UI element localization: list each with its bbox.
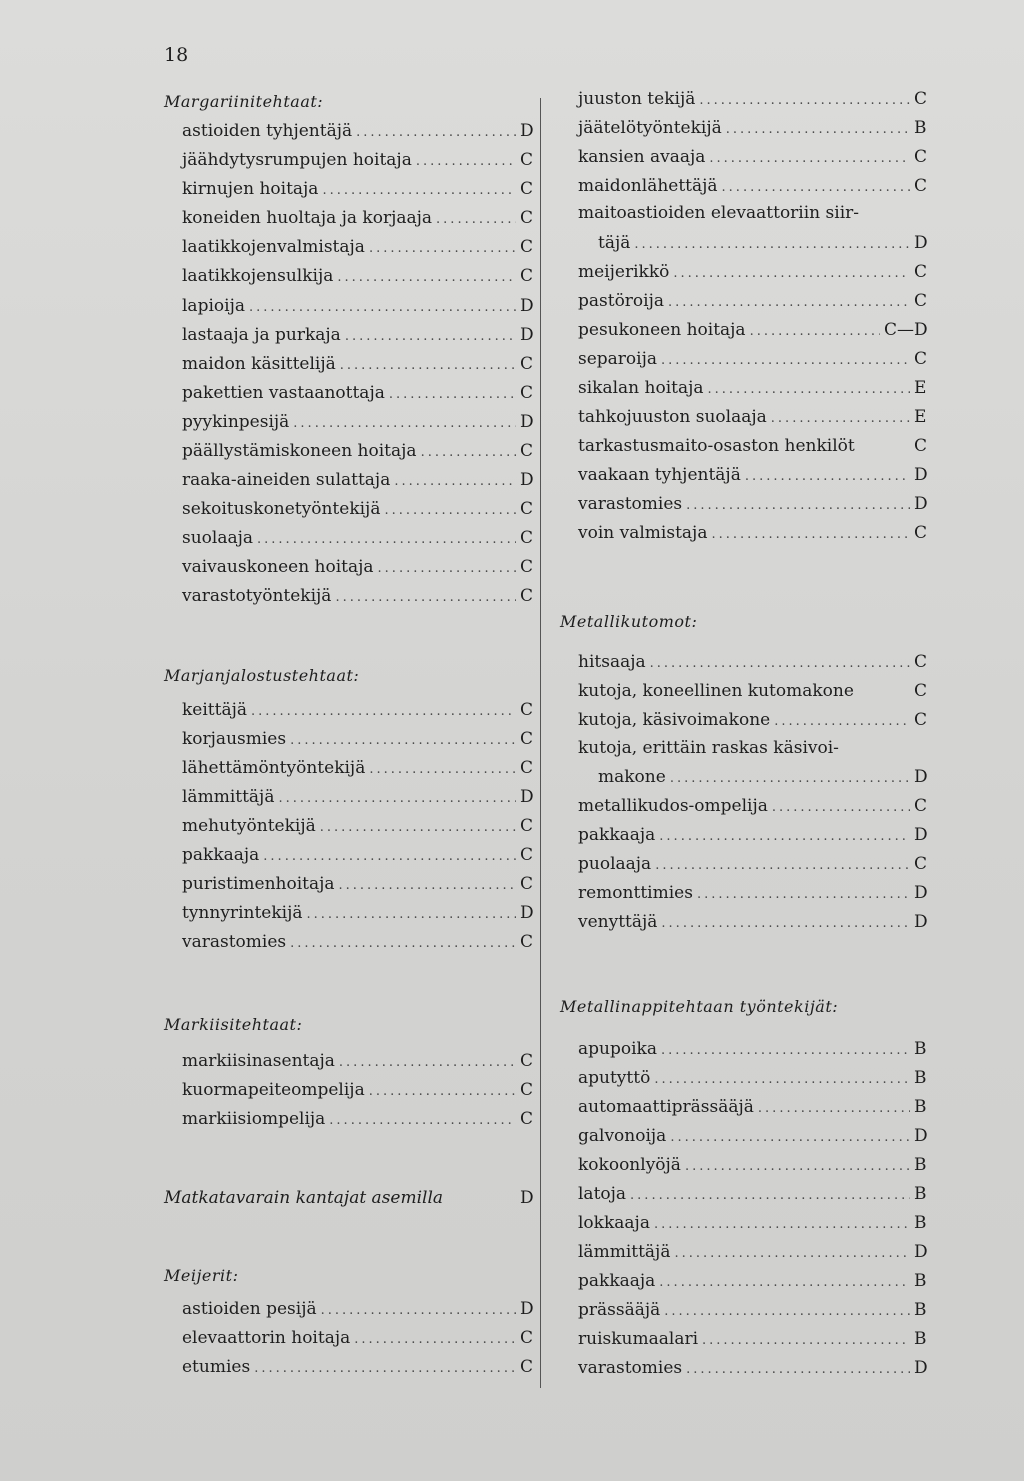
- wage-class: C: [520, 557, 534, 577]
- dot-leader: [340, 358, 516, 373]
- occupation-name: pesukoneen hoitaja: [578, 320, 746, 340]
- list-item: [578, 738, 928, 766]
- list-item: [578, 854, 928, 882]
- list-item: [182, 441, 534, 469]
- occupation-name: lähettämöntyöntekijä: [182, 758, 366, 778]
- list-item: [578, 912, 928, 940]
- list-item: [578, 494, 928, 522]
- dot-leader: [257, 532, 516, 547]
- wage-class: D: [914, 825, 928, 845]
- occupation-name: lämmittäjä: [182, 787, 275, 807]
- occupation-name: varastomies: [578, 1358, 683, 1378]
- occupation-name: tynnyrintekijä: [182, 903, 303, 923]
- occupation-name: kokoonlyöjä: [578, 1155, 681, 1175]
- occupation-name: vaivauskoneen hoitaja: [182, 557, 374, 577]
- dot-leader: [655, 858, 910, 873]
- list-item: [182, 845, 534, 873]
- wage-class: C: [914, 710, 928, 730]
- occupation-name: puolaaja: [578, 854, 652, 874]
- occupation-name: laatikkojensulkija: [182, 266, 334, 286]
- dot-leader: [772, 800, 910, 815]
- dot-leader: [664, 1304, 910, 1319]
- wage-class: D: [520, 412, 534, 432]
- dot-leader: [329, 1113, 516, 1128]
- dot-leader: [661, 353, 910, 368]
- occupation-name: pastöroija: [578, 291, 665, 311]
- dot-leader: [249, 300, 516, 315]
- wage-class: C—D: [884, 320, 928, 340]
- wage-class: D: [520, 325, 534, 345]
- list-item: [578, 1068, 928, 1096]
- dot-leader: [378, 561, 516, 576]
- occupation-name: metallikudos-ompelija: [578, 796, 768, 816]
- list-item: [578, 681, 928, 709]
- dot-leader: [389, 387, 516, 402]
- wage-class: C: [520, 179, 534, 199]
- occupation-name: lokkaaja: [578, 1213, 650, 1233]
- dot-leader: [335, 590, 516, 605]
- occupation-name: elevaattorin hoitaja: [182, 1328, 351, 1348]
- occupation-name: mehutyöntekijä: [182, 816, 316, 836]
- occupation-name: apupoika: [578, 1039, 657, 1059]
- list-item: [578, 1126, 928, 1154]
- dot-leader: [685, 1159, 910, 1174]
- dot-leader: [659, 1275, 910, 1290]
- wage-class: C: [520, 383, 534, 403]
- list-item: [182, 700, 534, 728]
- list-item: [578, 262, 928, 290]
- list-item: [182, 1328, 534, 1356]
- dot-leader: [708, 382, 910, 397]
- wage-class: C: [914, 349, 928, 369]
- list-item: [182, 1299, 534, 1327]
- wage-class: B: [914, 1097, 927, 1117]
- wage-class: E: [914, 407, 927, 427]
- list-item: [578, 523, 928, 551]
- list-item: [578, 1300, 928, 1328]
- occupation-name: makone: [598, 767, 666, 787]
- wage-class: D: [914, 233, 928, 253]
- occupation-name: pyykinpesijä: [182, 412, 290, 432]
- wage-class: C: [914, 176, 928, 196]
- dot-leader: [416, 154, 516, 169]
- dot-leader: [254, 1361, 516, 1376]
- occupation-name: astioiden pesijä: [182, 1299, 317, 1319]
- occupation-name: laatikkojenvalmistaja: [182, 237, 365, 257]
- wage-class: C: [520, 932, 534, 952]
- dot-leader: [290, 936, 516, 951]
- occupation-name: automaattiprässääjä: [578, 1097, 754, 1117]
- dot-leader: [337, 270, 516, 285]
- dot-leader: [722, 180, 910, 195]
- wage-class: D: [914, 912, 928, 932]
- wage-class: C: [520, 528, 534, 548]
- dot-leader: [321, 1303, 516, 1318]
- dot-leader: [369, 1084, 516, 1099]
- occupation-name: raaka-aineiden sulattaja: [182, 470, 391, 490]
- wage-class: C: [520, 150, 534, 170]
- dot-leader: [322, 183, 516, 198]
- list-item: [182, 121, 534, 149]
- occupation-name: separoija: [578, 349, 658, 369]
- wage-class: C: [914, 854, 928, 874]
- occupation-name: pakkaaja: [578, 825, 656, 845]
- list-item: [578, 147, 928, 175]
- occupation-name: varastomies: [182, 932, 287, 952]
- occupation-name: maitoastioiden elevaattoriin siir-: [578, 203, 860, 223]
- wage-class: B: [914, 118, 927, 138]
- wage-class: C: [914, 681, 928, 701]
- occupation-name: remonttimies: [578, 883, 693, 903]
- dot-leader: [661, 916, 910, 931]
- page-number: 18: [164, 44, 189, 66]
- occupation-name: astioiden tyhjentäjä: [182, 121, 353, 141]
- occupation-name: jäähdytysrumpujen hoitaja: [182, 150, 412, 170]
- occupation-name: voin valmistaja: [578, 523, 708, 543]
- dot-leader: [290, 733, 516, 748]
- wage-class: D: [914, 494, 928, 514]
- list-item: [578, 1358, 928, 1386]
- list-item: [182, 557, 534, 585]
- occupation-name: vaakaan tyhjentäjä: [578, 465, 741, 485]
- list-item: [578, 1039, 928, 1067]
- list-item: [578, 1329, 928, 1357]
- list-item: [598, 233, 928, 261]
- wage-class: D: [520, 121, 534, 141]
- occupation-name: maidonlähettäjä: [578, 176, 718, 196]
- dot-leader: [774, 714, 910, 729]
- list-item: [182, 729, 534, 757]
- occupation-name: pakkaaja: [182, 845, 260, 865]
- wage-class: C: [520, 874, 534, 894]
- wage-class: C: [914, 262, 928, 282]
- list-item: [182, 586, 534, 614]
- occupation-name: kirnujen hoitaja: [182, 179, 319, 199]
- wage-class: C: [520, 1357, 534, 1377]
- occupation-name: lämmittäjä: [578, 1242, 671, 1262]
- occupation-name: sekoituskonetyöntekijä: [182, 499, 381, 519]
- dot-leader: [263, 849, 516, 864]
- occupation-name: suolaaja: [182, 528, 254, 548]
- dot-leader: [771, 411, 910, 426]
- wage-class: C: [520, 266, 534, 286]
- wage-class: C: [914, 523, 928, 543]
- wage-class: C: [520, 208, 534, 228]
- occupation-name: ruiskumaalari: [578, 1329, 699, 1349]
- wage-class: B: [914, 1039, 927, 1059]
- list-item: [182, 354, 534, 382]
- occupation-name: kutoja, käsivoimakone: [578, 710, 771, 730]
- occupation-name: koneiden huoltaja ja korjaaja: [182, 208, 433, 228]
- dot-leader: [345, 329, 516, 344]
- wage-class: B: [914, 1300, 927, 1320]
- wage-class: C: [520, 845, 534, 865]
- wage-class: D: [520, 1188, 534, 1208]
- dot-leader: [726, 122, 910, 137]
- wage-class: C: [914, 436, 928, 456]
- list-item: [578, 436, 928, 464]
- wage-class: B: [914, 1068, 927, 1088]
- wage-class: E: [914, 378, 927, 398]
- column-divider: [540, 98, 541, 1388]
- wage-class: D: [520, 903, 534, 923]
- occupation-name: päällystämiskoneen hoitaja: [182, 441, 417, 461]
- list-item: [182, 237, 534, 265]
- occupation-name: tahkojuuston suolaaja: [578, 407, 767, 427]
- dot-leader: [394, 474, 516, 489]
- list-item: [578, 378, 928, 406]
- occupation-name: varastotyöntekijä: [182, 586, 332, 606]
- wage-class: D: [914, 767, 928, 787]
- list-item: [578, 465, 928, 493]
- dot-leader: [702, 1333, 910, 1348]
- dot-leader: [686, 1362, 910, 1377]
- occupation-name: kansien avaaja: [578, 147, 706, 167]
- list-item: [578, 1271, 928, 1299]
- occupation-name: sikalan hoitaja: [578, 378, 704, 398]
- section-heading: Meijerit:: [164, 1266, 239, 1285]
- occupation-name: aputyttö: [578, 1068, 651, 1088]
- dot-leader: [699, 93, 910, 108]
- wage-class: C: [520, 586, 534, 606]
- wage-class: B: [914, 1155, 927, 1175]
- wage-class: C: [914, 652, 928, 672]
- occupation-name: kutoja, koneellinen kutomakone: [578, 681, 854, 701]
- occupation-name: hitsaaja: [578, 652, 646, 672]
- dot-leader: [668, 295, 910, 310]
- list-item: [182, 932, 534, 960]
- dot-leader: [670, 771, 910, 786]
- list-item: [182, 296, 534, 324]
- occupation-name: lapioija: [182, 296, 245, 316]
- list-item: [182, 412, 534, 440]
- list-item: [578, 176, 928, 204]
- occupation-name: markiisiompelija: [182, 1109, 326, 1129]
- wage-class: C: [520, 816, 534, 836]
- list-item: [182, 874, 534, 902]
- dot-leader: [436, 212, 516, 227]
- occupation-name: markiisinasentaja: [182, 1051, 335, 1071]
- wage-class: D: [520, 296, 534, 316]
- wage-class: D: [914, 1242, 928, 1262]
- wage-class: C: [520, 1080, 534, 1100]
- list-item: [598, 767, 928, 795]
- wage-class: B: [914, 1329, 927, 1349]
- section-heading: Marjanjalostustehtaat:: [164, 666, 360, 685]
- occupation-name: latoja: [578, 1184, 627, 1204]
- list-item: [578, 1184, 928, 1212]
- wage-class: C: [520, 700, 534, 720]
- list-item: [578, 1155, 928, 1183]
- dot-leader: [650, 656, 910, 671]
- dot-leader: [745, 469, 910, 484]
- occupation-name: korjausmies: [182, 729, 287, 749]
- list-item: [182, 1051, 534, 1079]
- list-item: [182, 150, 534, 178]
- list-item: [182, 758, 534, 786]
- occupation-name: lastaaja ja purkaja: [182, 325, 341, 345]
- wage-class: C: [520, 354, 534, 374]
- list-item: [182, 179, 534, 207]
- occupation-name: juuston tekijä: [578, 89, 696, 109]
- occupation-name: kuormapeiteompelija: [182, 1080, 365, 1100]
- wage-class: C: [914, 796, 928, 816]
- list-item: [578, 89, 928, 117]
- wage-class: C: [520, 729, 534, 749]
- wage-class: C: [914, 291, 928, 311]
- dot-leader: [659, 829, 910, 844]
- wage-class: C: [520, 499, 534, 519]
- wage-class: B: [914, 1184, 927, 1204]
- list-item: [182, 383, 534, 411]
- dot-leader: [654, 1072, 910, 1087]
- list-item: [182, 325, 534, 353]
- dot-leader: [670, 1130, 910, 1145]
- dot-leader: [674, 1246, 910, 1261]
- list-item: [182, 903, 534, 931]
- dot-leader: [697, 887, 910, 902]
- occupation-name: prässääjä: [578, 1300, 661, 1320]
- list-item: [578, 1097, 928, 1125]
- dot-leader: [758, 1101, 910, 1116]
- dot-leader: [356, 125, 516, 140]
- dot-leader: [661, 1043, 910, 1058]
- dot-leader: [709, 151, 910, 166]
- occupation-name: tarkastusmaito-osaston henkilöt: [578, 436, 855, 456]
- list-item: [182, 499, 534, 527]
- list-item: [578, 291, 928, 319]
- list-item: [578, 1213, 928, 1241]
- list-item: [578, 349, 928, 377]
- list-item: [182, 528, 534, 556]
- dot-leader: [369, 762, 516, 777]
- occupation-name: kutoja, erittäin raskas käsivoi-: [578, 738, 839, 758]
- list-item: [578, 118, 928, 146]
- occupation-name: puristimenhoitaja: [182, 874, 335, 894]
- list-item: [182, 470, 534, 498]
- list-item: [578, 796, 928, 824]
- dot-leader: [686, 498, 910, 513]
- list-item: [578, 407, 928, 435]
- dot-leader: [293, 416, 516, 431]
- dot-leader: [654, 1217, 910, 1232]
- section-heading: Metallinappitehtaan työntekijät:: [560, 997, 839, 1016]
- occupation-name: täjä: [598, 233, 631, 253]
- list-item: [578, 825, 928, 853]
- occupation-name: Matkatavarain kantajat asemilla: [164, 1188, 444, 1208]
- list-item: [182, 1357, 534, 1385]
- dot-leader: [320, 820, 516, 835]
- dot-leader: [369, 241, 516, 256]
- dot-leader: [711, 527, 910, 542]
- section-heading: Margariinitehtaat:: [164, 92, 324, 111]
- list-item: [182, 1109, 534, 1137]
- wage-class: D: [914, 1126, 928, 1146]
- occupation-name: maidon käsittelijä: [182, 354, 336, 374]
- wage-class: C: [520, 1328, 534, 1348]
- dot-leader: [354, 1332, 516, 1347]
- wage-class: B: [914, 1213, 927, 1233]
- list-item: [578, 652, 928, 680]
- dot-leader: [278, 791, 516, 806]
- standalone-entry: [164, 1188, 534, 1216]
- wage-class: D: [914, 883, 928, 903]
- list-item: [182, 787, 534, 815]
- dot-leader: [251, 704, 516, 719]
- wage-class: C: [520, 1051, 534, 1071]
- occupation-name: pakettien vastaanottaja: [182, 383, 385, 403]
- list-item: [182, 266, 534, 294]
- list-item: [578, 203, 928, 231]
- section-heading: Markiisitehtaat:: [164, 1015, 303, 1034]
- occupation-name: galvonoija: [578, 1126, 667, 1146]
- wage-class: D: [520, 1299, 534, 1319]
- wage-class: D: [520, 787, 534, 807]
- wage-class: C: [914, 147, 928, 167]
- list-item: [578, 1242, 928, 1270]
- section-heading: Metallikutomot:: [560, 612, 698, 631]
- wage-class: C: [520, 758, 534, 778]
- wage-class: C: [520, 237, 534, 257]
- dot-leader: [630, 1188, 910, 1203]
- occupation-name: etumies: [182, 1357, 251, 1377]
- dot-leader: [384, 503, 516, 518]
- wage-class: D: [914, 1358, 928, 1378]
- dot-leader: [634, 237, 910, 252]
- list-item: [182, 208, 534, 236]
- wage-class: C: [914, 89, 928, 109]
- occupation-name: jäätelötyöntekijä: [578, 118, 722, 138]
- wage-class: D: [914, 465, 928, 485]
- dot-leader: [421, 445, 516, 460]
- wage-class: B: [914, 1271, 927, 1291]
- list-item: [182, 816, 534, 844]
- dot-leader: [339, 1055, 516, 1070]
- dot-leader: [673, 266, 910, 281]
- list-item: [578, 320, 928, 348]
- list-item: [578, 710, 928, 738]
- list-item: [578, 883, 928, 911]
- dot-leader: [750, 324, 880, 339]
- occupation-name: venyttäjä: [578, 912, 658, 932]
- wage-class: D: [520, 470, 534, 490]
- dot-leader: [339, 878, 516, 893]
- occupation-name: varastomies: [578, 494, 683, 514]
- wage-class: C: [520, 1109, 534, 1129]
- occupation-name: meijerikkö: [578, 262, 670, 282]
- occupation-name: pakkaaja: [578, 1271, 656, 1291]
- list-item: [182, 1080, 534, 1108]
- wage-class: C: [520, 441, 534, 461]
- occupation-name: keittäjä: [182, 700, 248, 720]
- dot-leader: [307, 907, 517, 922]
